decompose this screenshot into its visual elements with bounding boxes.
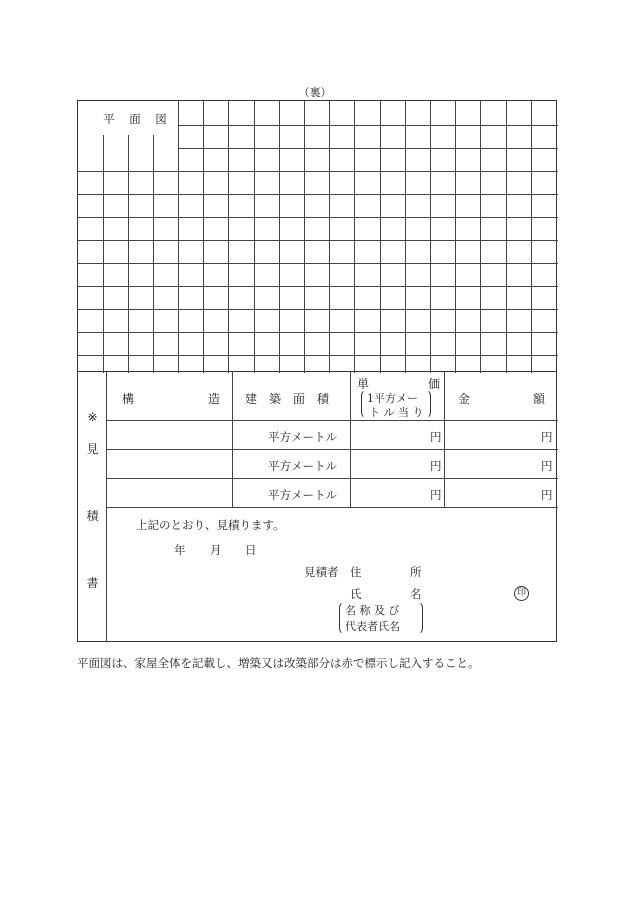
floor-plan-title-char: 図 bbox=[155, 112, 167, 126]
divider bbox=[106, 478, 558, 479]
row-price-unit: 円 bbox=[430, 430, 442, 444]
grid-line bbox=[178, 148, 558, 149]
header-structure-2: 造 bbox=[208, 392, 221, 406]
floor-plan-grid bbox=[77, 100, 557, 372]
grid-line bbox=[329, 101, 330, 373]
grid-line bbox=[78, 286, 558, 287]
grid-line bbox=[128, 135, 129, 373]
header-unit-price-sub2: ト ル 当 り bbox=[369, 406, 424, 419]
grid-line bbox=[430, 101, 431, 373]
divider bbox=[106, 449, 558, 450]
divider bbox=[350, 372, 351, 507]
row-amount-unit: 円 bbox=[541, 459, 553, 473]
floor-plan-title bbox=[96, 111, 174, 127]
grid-line bbox=[455, 101, 456, 373]
grid-line bbox=[78, 263, 558, 264]
side-label-char: 積 bbox=[86, 509, 99, 523]
grid-line bbox=[78, 355, 558, 356]
name-label-1: 氏 bbox=[350, 587, 362, 601]
estimator-label: 見積者 bbox=[304, 565, 339, 579]
grid-line bbox=[103, 135, 104, 373]
date-month-label: 月 bbox=[210, 543, 222, 557]
grid-line bbox=[506, 101, 507, 373]
grid-line bbox=[480, 101, 481, 373]
grid-line bbox=[279, 101, 280, 373]
header-unit-price-1: 単 bbox=[357, 377, 370, 391]
grid-line bbox=[203, 101, 204, 373]
footer-note: 平面図は、家屋全体を記載し、増築又は改築部分は赤で標示し記入すること。 bbox=[77, 656, 480, 670]
org-name-label-2: 代表者氏名 bbox=[345, 620, 400, 633]
grid-line bbox=[304, 101, 305, 373]
grid-line bbox=[531, 101, 532, 373]
grid-line bbox=[78, 171, 558, 172]
side-label-char: 見 bbox=[86, 442, 99, 456]
org-name-label-1: 名 称 及 び bbox=[345, 604, 400, 617]
side-label-char: ※ bbox=[87, 410, 98, 424]
header-building-area: 建 築 面 積 bbox=[245, 392, 330, 406]
address-label-2: 所 bbox=[410, 565, 422, 579]
estimate-section bbox=[77, 372, 557, 642]
side-label-char: 書 bbox=[86, 576, 99, 590]
divider bbox=[106, 420, 558, 421]
grid-line bbox=[228, 101, 229, 373]
row-amount-unit: 円 bbox=[541, 488, 553, 502]
header-unit-price-2: 価 bbox=[428, 377, 441, 391]
floor-plan-title-char: 面 bbox=[129, 112, 141, 126]
grid-line bbox=[78, 194, 558, 195]
grid-line bbox=[405, 101, 406, 373]
row-area-unit: 平方メートル bbox=[268, 488, 337, 502]
grid-line bbox=[78, 309, 558, 310]
header-amount-2: 額 bbox=[533, 392, 546, 406]
row-amount-unit: 円 bbox=[541, 430, 553, 444]
grid-line bbox=[178, 101, 179, 373]
header-amount-1: 金 bbox=[458, 392, 471, 406]
header-unit-price-sub1: 1平方メー bbox=[367, 392, 418, 405]
estimate-statement: 上記のとおり、見積ります。 bbox=[136, 518, 285, 532]
row-area-unit: 平方メートル bbox=[268, 459, 337, 473]
address-label-1: 住 bbox=[350, 565, 362, 579]
divider bbox=[444, 372, 445, 507]
header-structure-1: 構 bbox=[122, 392, 135, 406]
grid-line bbox=[153, 135, 154, 373]
row-price-unit: 円 bbox=[430, 488, 442, 502]
grid-line bbox=[254, 101, 255, 373]
row-price-unit: 円 bbox=[430, 459, 442, 473]
date-year-label: 年 bbox=[174, 543, 186, 557]
floor-plan-title-char: 平 bbox=[103, 112, 115, 126]
divider bbox=[232, 372, 233, 507]
grid-line bbox=[354, 101, 355, 373]
date-day-label: 日 bbox=[245, 543, 257, 557]
name-label-2: 名 bbox=[410, 587, 422, 601]
grid-line bbox=[78, 332, 558, 333]
grid-line bbox=[78, 217, 558, 218]
grid-line bbox=[380, 101, 381, 373]
grid-line bbox=[78, 240, 558, 241]
divider bbox=[106, 507, 558, 508]
grid-line bbox=[178, 125, 558, 126]
row-area-unit: 平方メートル bbox=[268, 430, 337, 444]
seal-mark: 印 bbox=[514, 586, 529, 601]
page-side-label: （裏） bbox=[298, 86, 332, 99]
